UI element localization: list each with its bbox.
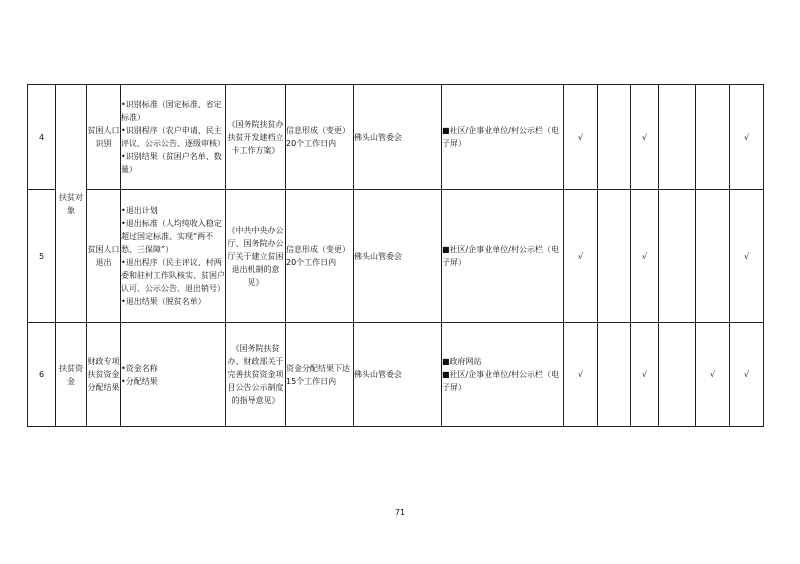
check-cell bbox=[696, 85, 730, 190]
category-cell: 扶贫对象 bbox=[56, 85, 87, 323]
content-cell bbox=[121, 85, 226, 190]
table-row bbox=[28, 85, 764, 190]
basis-cell: 《国务院扶贫办扶贫开发建档立卡工作方案》 bbox=[226, 85, 286, 190]
content-line: •识别标准（国定标准、省定标准） bbox=[121, 100, 222, 122]
disclosure-table bbox=[27, 84, 764, 427]
content-cell bbox=[121, 323, 226, 427]
check-cell: √ bbox=[730, 85, 764, 190]
page-number: 71 bbox=[394, 508, 406, 517]
subject-cell: 佛头山管委会 bbox=[354, 190, 442, 323]
content-line: •退出程序（民主评议、村两委和驻村工作队核实、贫困户认可、公示公告、退出销号） bbox=[121, 258, 225, 293]
basis-cell: 《国务院扶贫办、财政部关于完善扶贫资金项目公告公示制度的指导意见》 bbox=[226, 323, 286, 427]
channel-line: ■政府网站 bbox=[442, 357, 482, 366]
check-cell: √ bbox=[564, 190, 598, 323]
check-cell: √ bbox=[631, 85, 659, 190]
row-number: 6 bbox=[28, 323, 56, 427]
check-cell bbox=[598, 190, 631, 323]
content-line: •识别程序（农户申请、民主评议、公示公告、逐级审核） bbox=[121, 126, 225, 148]
time-limit-cell: 信息形成（变更）20个工作日内 bbox=[286, 190, 354, 323]
channel-line: ■社区/企事业单位/村公示栏（电子屏） bbox=[442, 126, 559, 148]
check-cell bbox=[659, 190, 696, 323]
content-line: •退出结果（脱贫名单） bbox=[121, 297, 206, 306]
check-cell: √ bbox=[564, 323, 598, 427]
content-line: •资金名称 bbox=[121, 363, 158, 373]
subject-cell: 佛头山管委会 bbox=[354, 85, 442, 190]
check-cell bbox=[659, 323, 696, 427]
content-line: •识别结果（贫困户名单、数量） bbox=[121, 152, 222, 174]
basis-cell: 《中共中央办公厅、国务院办公厅关于建立贫困退出机制的意见》 bbox=[226, 190, 286, 323]
item-cell: 财政专项扶贫资金分配结果 bbox=[87, 323, 121, 427]
item-cell: 贫困人口识别 bbox=[87, 85, 121, 190]
channel-cell bbox=[442, 85, 564, 190]
content-line: •分配结果 bbox=[121, 376, 158, 386]
subject-cell: 佛头山管委会 bbox=[354, 323, 442, 427]
item-cell: 贫困人口退出 bbox=[87, 190, 121, 323]
check-cell: √ bbox=[631, 190, 659, 323]
row-number: 4 bbox=[28, 85, 56, 190]
check-cell bbox=[696, 190, 730, 323]
check-cell: √ bbox=[564, 85, 598, 190]
check-cell bbox=[598, 323, 631, 427]
check-cell: √ bbox=[730, 190, 764, 323]
check-cell: √ bbox=[730, 323, 764, 427]
content-line: •退出标准（人均纯收入稳定超过国定标准、实现“两不愁、三保障”） bbox=[121, 219, 222, 254]
content-line: •退出计划 bbox=[121, 206, 158, 215]
table-row bbox=[28, 190, 764, 323]
channel-line: ■社区/企事业单位/村公示栏（电子屏） bbox=[442, 245, 559, 267]
check-cell: √ bbox=[631, 323, 659, 427]
time-limit-cell: 信息形成（变更）20个工作日内 bbox=[286, 85, 354, 190]
category-cell: 扶贫资金 bbox=[56, 323, 87, 427]
check-cell bbox=[659, 85, 696, 190]
check-cell: √ bbox=[696, 323, 730, 427]
time-limit-cell: 资金分配结果下达15个工作日内 bbox=[286, 323, 354, 427]
table-row bbox=[28, 323, 764, 427]
row-number: 5 bbox=[28, 190, 56, 323]
channel-cell bbox=[442, 190, 564, 323]
channel-line: ■社区/企事业单位/村公示栏（电子屏） bbox=[442, 370, 559, 392]
content-cell bbox=[121, 190, 226, 323]
channel-cell bbox=[442, 323, 564, 427]
check-cell bbox=[598, 85, 631, 190]
